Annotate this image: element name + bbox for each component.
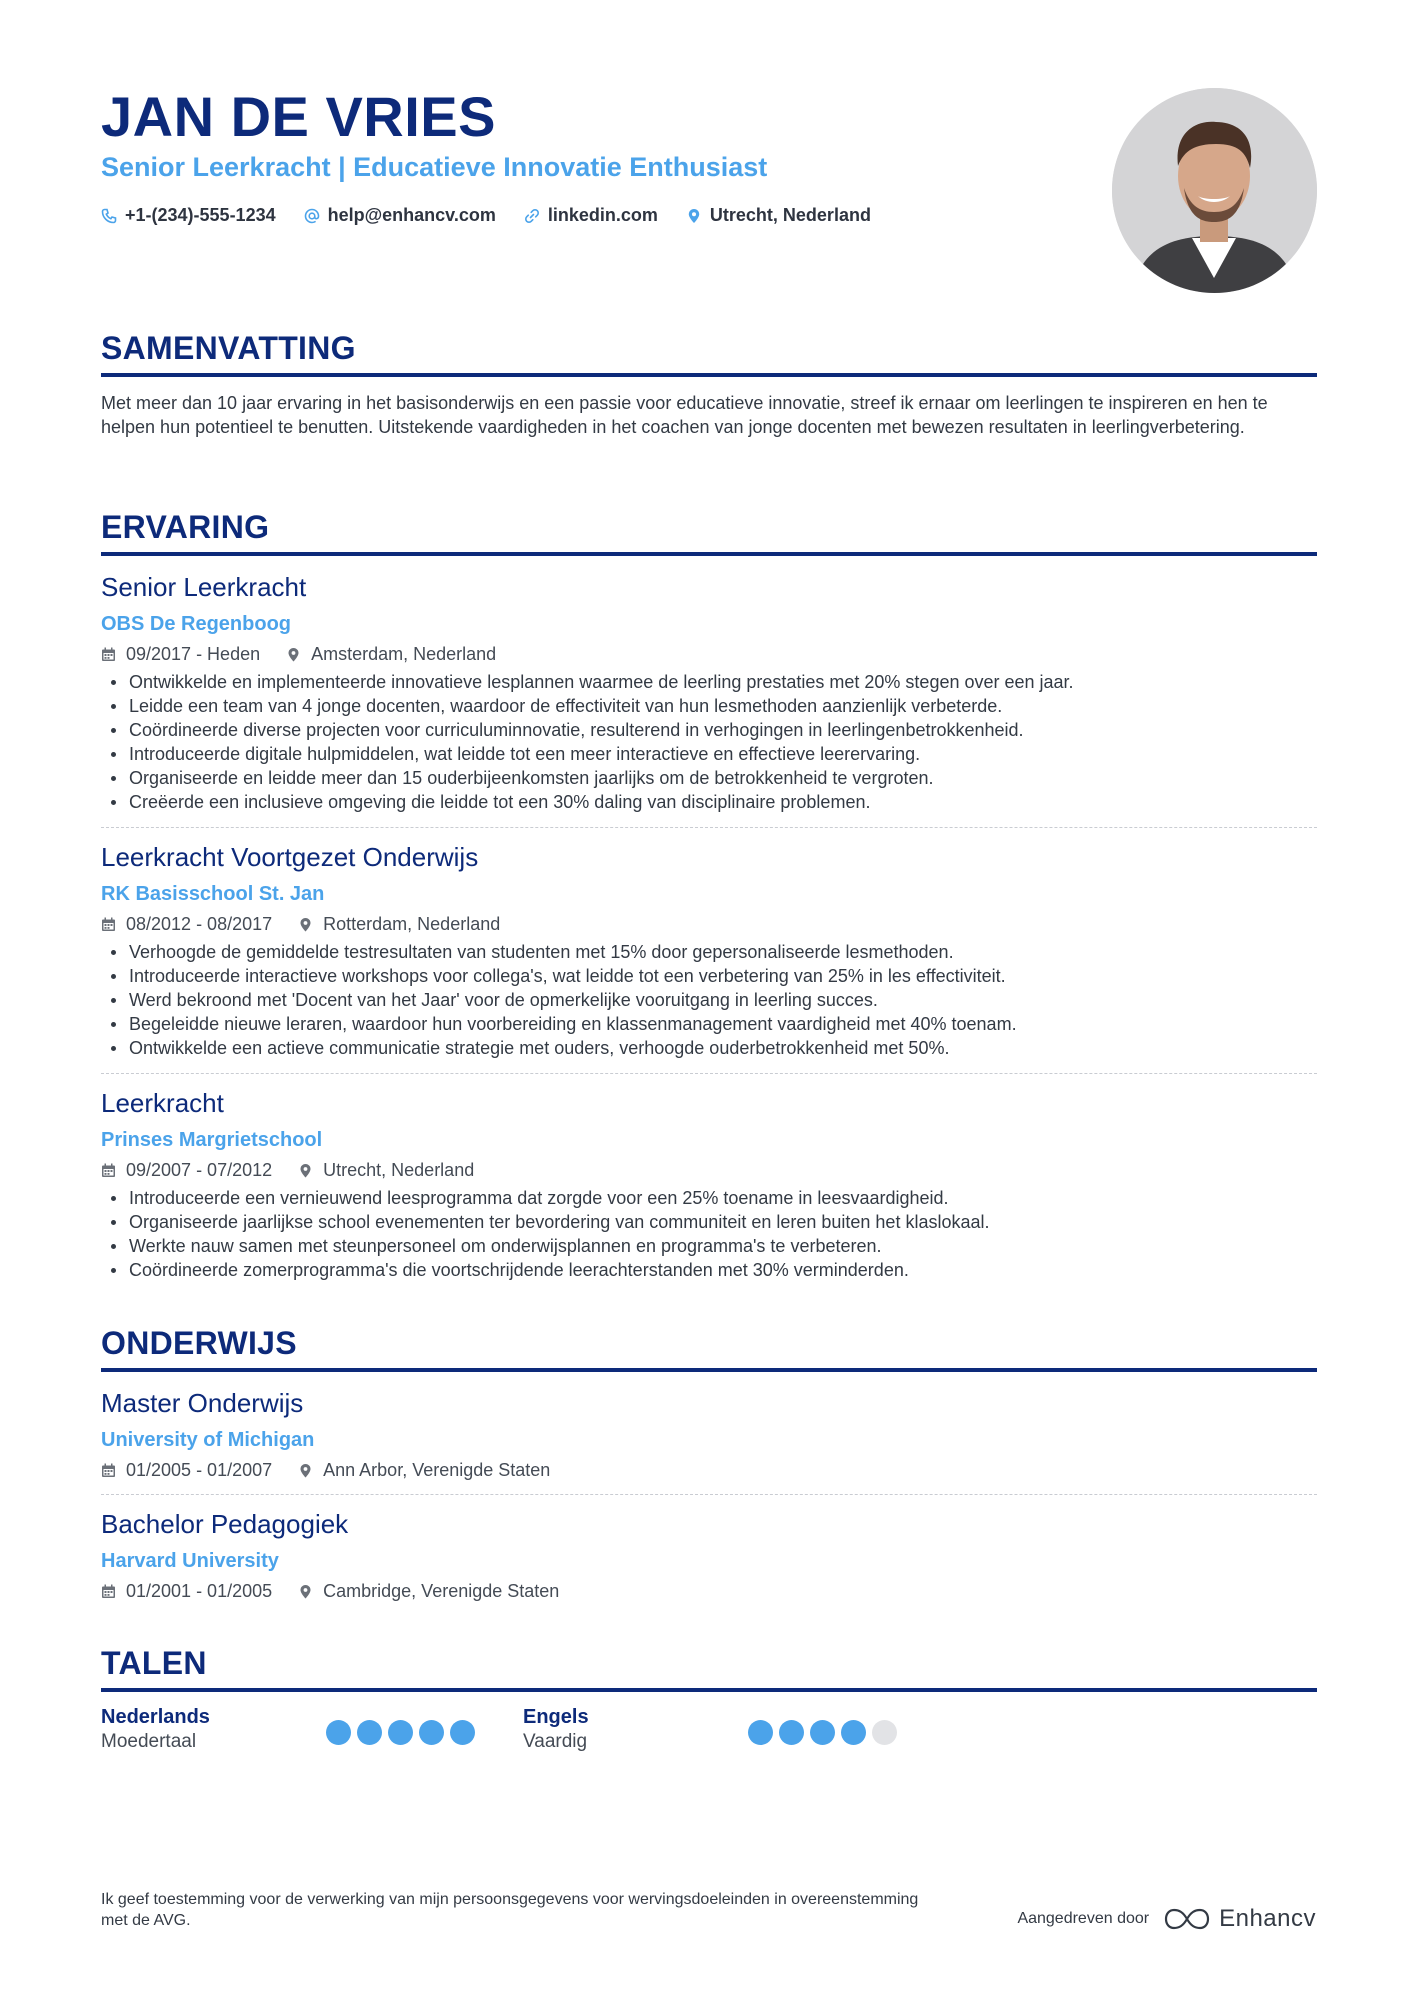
language-level: Vaardig xyxy=(523,1731,588,1752)
profile-photo-image xyxy=(1112,88,1317,293)
job-title: Leerkracht Voortgezet Onderwijs xyxy=(101,842,479,872)
job-location-text: Amsterdam, Nederland xyxy=(311,644,497,664)
location-icon xyxy=(286,647,301,662)
contact-email[interactable] xyxy=(304,205,496,226)
language-name: Nederlands xyxy=(101,1706,210,1728)
job-title: Leerkracht xyxy=(101,1088,224,1118)
entry-divider xyxy=(101,1073,1317,1074)
experience-entry xyxy=(101,1088,1317,1282)
link-icon xyxy=(524,208,540,224)
institution-name: University of Michigan xyxy=(101,1429,315,1451)
degree-title: Master Onderwijs xyxy=(101,1388,304,1418)
calendar-icon xyxy=(101,1584,116,1599)
education-dates-text: 01/2001 - 01/2005 xyxy=(126,1581,273,1601)
candidate-headline: Senior Leerkracht | Educatieve Innovatie Enthusiast xyxy=(101,152,768,182)
at-icon xyxy=(304,208,320,224)
summary-text: Met meer dan 10 jaar ervaring in het basisonderwijs en een passie voor educatieve innovatie, streef ik ernaar om leerlingen te inspireren en hen te helpen hun potentieel te benutten. Uitstekende vaardigheden in het coachen van jonge docenten met bewezen resultaten in leerlingverbetering. xyxy=(101,393,1268,437)
contact-phone-text: +1-(234)-555-1234 xyxy=(125,205,276,225)
summary-section xyxy=(101,330,1317,439)
job-dates xyxy=(101,1160,272,1181)
list-item: Werkte nauw samen met steunpersoneel om onderwijsplannen en programma's te verbeteren. xyxy=(101,1234,1317,1258)
infinity-logo-icon xyxy=(1163,1907,1211,1931)
job-location-text: Rotterdam, Nederland xyxy=(323,914,501,934)
list-item: Introduceerde interactieve workshops voor collega's, wat leidde tot een verbetering van 25% in les effectiviteit. xyxy=(101,964,1317,988)
rating-dot-filled xyxy=(810,1720,835,1745)
calendar-icon xyxy=(101,1463,116,1478)
education-section xyxy=(101,1325,1317,1602)
resume-header xyxy=(101,0,1317,300)
education-entry xyxy=(101,1509,1317,1602)
contact-linkedin-text: linkedin.com xyxy=(547,205,658,225)
enhancv-logo xyxy=(1163,1905,1316,1933)
contact-location xyxy=(686,205,871,226)
education-location-text: Ann Arbor, Verenigde Staten xyxy=(323,1460,551,1480)
education-entry xyxy=(101,1388,1317,1495)
rating-dot-filled xyxy=(779,1720,804,1745)
experience-section xyxy=(101,509,1317,1282)
education-heading: ONDERWIJS xyxy=(101,1325,1317,1372)
language-item xyxy=(523,1706,943,1753)
resume-page xyxy=(101,0,1317,1752)
calendar-icon xyxy=(101,647,116,662)
language-item xyxy=(101,1706,521,1753)
rating-dot-empty xyxy=(872,1720,897,1745)
contact-email-text: help@enhancv.com xyxy=(327,205,496,225)
job-location xyxy=(286,644,496,665)
language-rating xyxy=(748,1720,897,1745)
education-location xyxy=(298,1460,550,1481)
candidate-name: JAN DE VRIES xyxy=(101,85,496,148)
institution-name: Harvard University xyxy=(101,1550,279,1572)
education-dates xyxy=(101,1581,272,1602)
job-meta xyxy=(101,644,1317,665)
contact-linkedin[interactable] xyxy=(524,205,658,226)
employer-name: Prinses Margrietschool xyxy=(101,1129,323,1151)
rating-dot-filled xyxy=(419,1720,444,1745)
job-location-text: Utrecht, Nederland xyxy=(323,1160,475,1180)
job-dates-text: 08/2012 - 08/2017 xyxy=(126,914,273,934)
degree-title: Bachelor Pedagogiek xyxy=(101,1509,349,1539)
list-item: Begeleidde nieuwe leraren, waardoor hun voorbereiding en klassenmanagement vaardigheid met 40% toenam. xyxy=(101,1012,1317,1036)
education-location xyxy=(298,1581,559,1602)
list-item: Werd bekroond met 'Docent van het Jaar' voor de opmerkelijke vooruitgang in leerling succes. xyxy=(101,988,1317,1012)
job-dates xyxy=(101,914,272,935)
rating-dot-filled xyxy=(357,1720,382,1745)
list-item: Ontwikkelde een actieve communicatie strategie met ouders, verhoogde ouderbetrokkenheid met 50%. xyxy=(101,1036,1317,1060)
education-meta xyxy=(101,1460,1317,1481)
education-location-text: Cambridge, Verenigde Staten xyxy=(323,1581,560,1601)
languages-section xyxy=(101,1645,1317,1766)
rating-dot-filled xyxy=(326,1720,351,1745)
list-item: Organiseerde jaarlijkse school evenementen ter bevordering van communiteit en leren buiten het klaslokaal. xyxy=(101,1210,1317,1234)
location-icon xyxy=(298,917,313,932)
entry-divider xyxy=(101,827,1317,828)
job-dates-text: 09/2007 - 07/2012 xyxy=(126,1160,273,1180)
job-title: Senior Leerkracht xyxy=(101,572,307,602)
list-item: Ontwikkelde en implementeerde innovatieve lesplannen waarmee de leerling prestaties met 20% stegen over een jaar. xyxy=(101,670,1317,694)
list-item: Leidde een team van 4 jonge docenten, waardoor de effectiviteit van hun lesmethoden aanzienlijk verbeterde. xyxy=(101,694,1317,718)
contact-location-text: Utrecht, Nederland xyxy=(709,205,871,225)
phone-icon xyxy=(101,208,117,224)
job-location xyxy=(298,914,500,935)
experience-entry xyxy=(101,572,1317,828)
education-meta xyxy=(101,1581,1317,1602)
powered-by[interactable] xyxy=(1017,1905,1316,1933)
contact-phone[interactable] xyxy=(101,205,276,226)
education-dates-text: 01/2005 - 01/2007 xyxy=(126,1460,273,1480)
location-icon xyxy=(298,1584,313,1599)
job-achievements xyxy=(101,940,1317,1060)
list-item: Coördineerde diverse projecten voor curriculuminnovatie, resulterend in verhogingen in leerlingenbetrokkenheid. xyxy=(101,718,1317,742)
experience-heading: ERVARING xyxy=(101,509,1317,556)
job-achievements xyxy=(101,1186,1317,1282)
education-dates xyxy=(101,1460,272,1481)
gdpr-consent-note: Ik geef toestemming voor de verwerking van mijn persoonsgegevens voor wervingsdoeleinden in overeenstemming met de AVG. xyxy=(101,1891,919,1929)
job-location xyxy=(298,1160,474,1181)
rating-dot-filled xyxy=(388,1720,413,1745)
brand-name: Enhancv xyxy=(1219,1905,1316,1932)
language-name: Engels xyxy=(523,1706,589,1728)
job-dates xyxy=(101,644,260,665)
list-item: Creëerde een inclusieve omgeving die leidde tot een 30% daling van disciplinaire problemen. xyxy=(101,790,1317,814)
profile-photo xyxy=(1112,88,1317,293)
languages-heading: TALEN xyxy=(101,1645,1317,1692)
summary-heading: SAMENVATTING xyxy=(101,330,1317,377)
location-icon xyxy=(686,208,702,224)
list-item: Introduceerde digitale hulpmiddelen, wat leidde tot een meer interactieve en effectieve leerervaring. xyxy=(101,742,1317,766)
language-level: Moedertaal xyxy=(101,1731,197,1752)
location-icon xyxy=(298,1163,313,1178)
rating-dot-filled xyxy=(450,1720,475,1745)
list-item: Organiseerde en leidde meer dan 15 ouderbijeenkomsten jaarlijks om de betrokkenheid te vergroten. xyxy=(101,766,1317,790)
list-item: Introduceerde een vernieuwend leesprogramma dat zorgde voor een 25% toename in leesvaardigheid. xyxy=(101,1186,1317,1210)
location-icon xyxy=(298,1463,313,1478)
rating-dot-filled xyxy=(748,1720,773,1745)
job-meta xyxy=(101,914,1317,935)
employer-name: RK Basisschool St. Jan xyxy=(101,883,325,905)
employer-name: OBS De Regenboog xyxy=(101,613,292,635)
list-item: Verhoogde de gemiddelde testresultaten van studenten met 15% door gepersonaliseerde lesmethoden. xyxy=(101,940,1317,964)
calendar-icon xyxy=(101,917,116,932)
calendar-icon xyxy=(101,1163,116,1178)
job-achievements xyxy=(101,670,1317,814)
list-item: Coördineerde zomerprogramma's die voortschrijdende leerachterstanden met 30% verminderden. xyxy=(101,1258,1317,1282)
powered-by-label: Aangedreven door xyxy=(1017,1910,1150,1927)
rating-dot-filled xyxy=(841,1720,866,1745)
experience-entry xyxy=(101,842,1317,1074)
languages-list xyxy=(101,1706,1317,1766)
job-dates-text: 09/2017 - Heden xyxy=(126,644,261,664)
contact-bar xyxy=(101,205,871,226)
language-rating xyxy=(326,1720,475,1745)
job-meta xyxy=(101,1160,1317,1181)
entry-divider xyxy=(101,1494,1317,1495)
